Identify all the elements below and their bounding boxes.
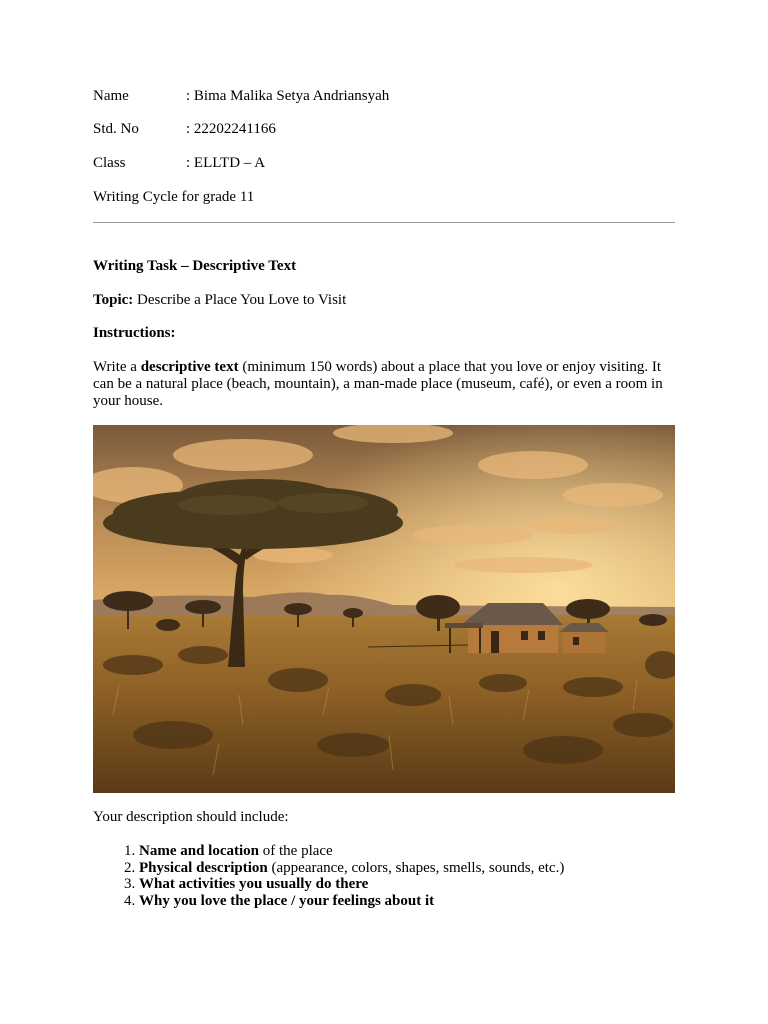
instructions-heading: Instructions:: [93, 325, 176, 341]
task-title: Writing Task – Descriptive Text: [93, 258, 297, 274]
topic-label: Topic:: [93, 292, 134, 308]
student-number-field: [93, 121, 276, 138]
student-number-label: Std. No: [93, 121, 139, 137]
name-label: Name: [93, 88, 129, 104]
topic-line: [93, 292, 346, 309]
class-value: : ELLTD – A: [186, 155, 266, 171]
include-heading: Your description should include:: [93, 809, 289, 825]
list-item: 3. What activities you usually do there: [139, 876, 564, 893]
list-item: 4. Why you love the place / your feelings about it: [139, 893, 564, 910]
topic-text: Describe a Place You Love to Visit: [133, 292, 347, 308]
student-number-value: : 22202241166: [186, 121, 276, 137]
instructions-paragraph: Write a descriptive text (minimum 150 words) about a place that you love or enjoy visiting. It can be a natural place (beach, mountain), a man-made place (museum, café), or even a room in your house.: [93, 359, 663, 409]
requirements-list: [93, 843, 564, 909]
descriptive-text-emphasis: descriptive text: [140, 359, 239, 375]
name-value: : Bima Malika Setya Andriansyah: [186, 88, 390, 104]
horizontal-divider: [93, 222, 675, 223]
class-label: Class: [93, 155, 126, 171]
list-item: 2. Physical description (appearance, colors, shapes, smells, sounds, etc.): [139, 860, 564, 877]
list-item: 1. Name and location of the place: [139, 843, 564, 860]
class-field: [93, 155, 265, 172]
name-field: [93, 88, 389, 105]
savanna-landscape-image: [93, 425, 675, 793]
writing-cycle: Writing Cycle for grade 11: [93, 189, 255, 205]
